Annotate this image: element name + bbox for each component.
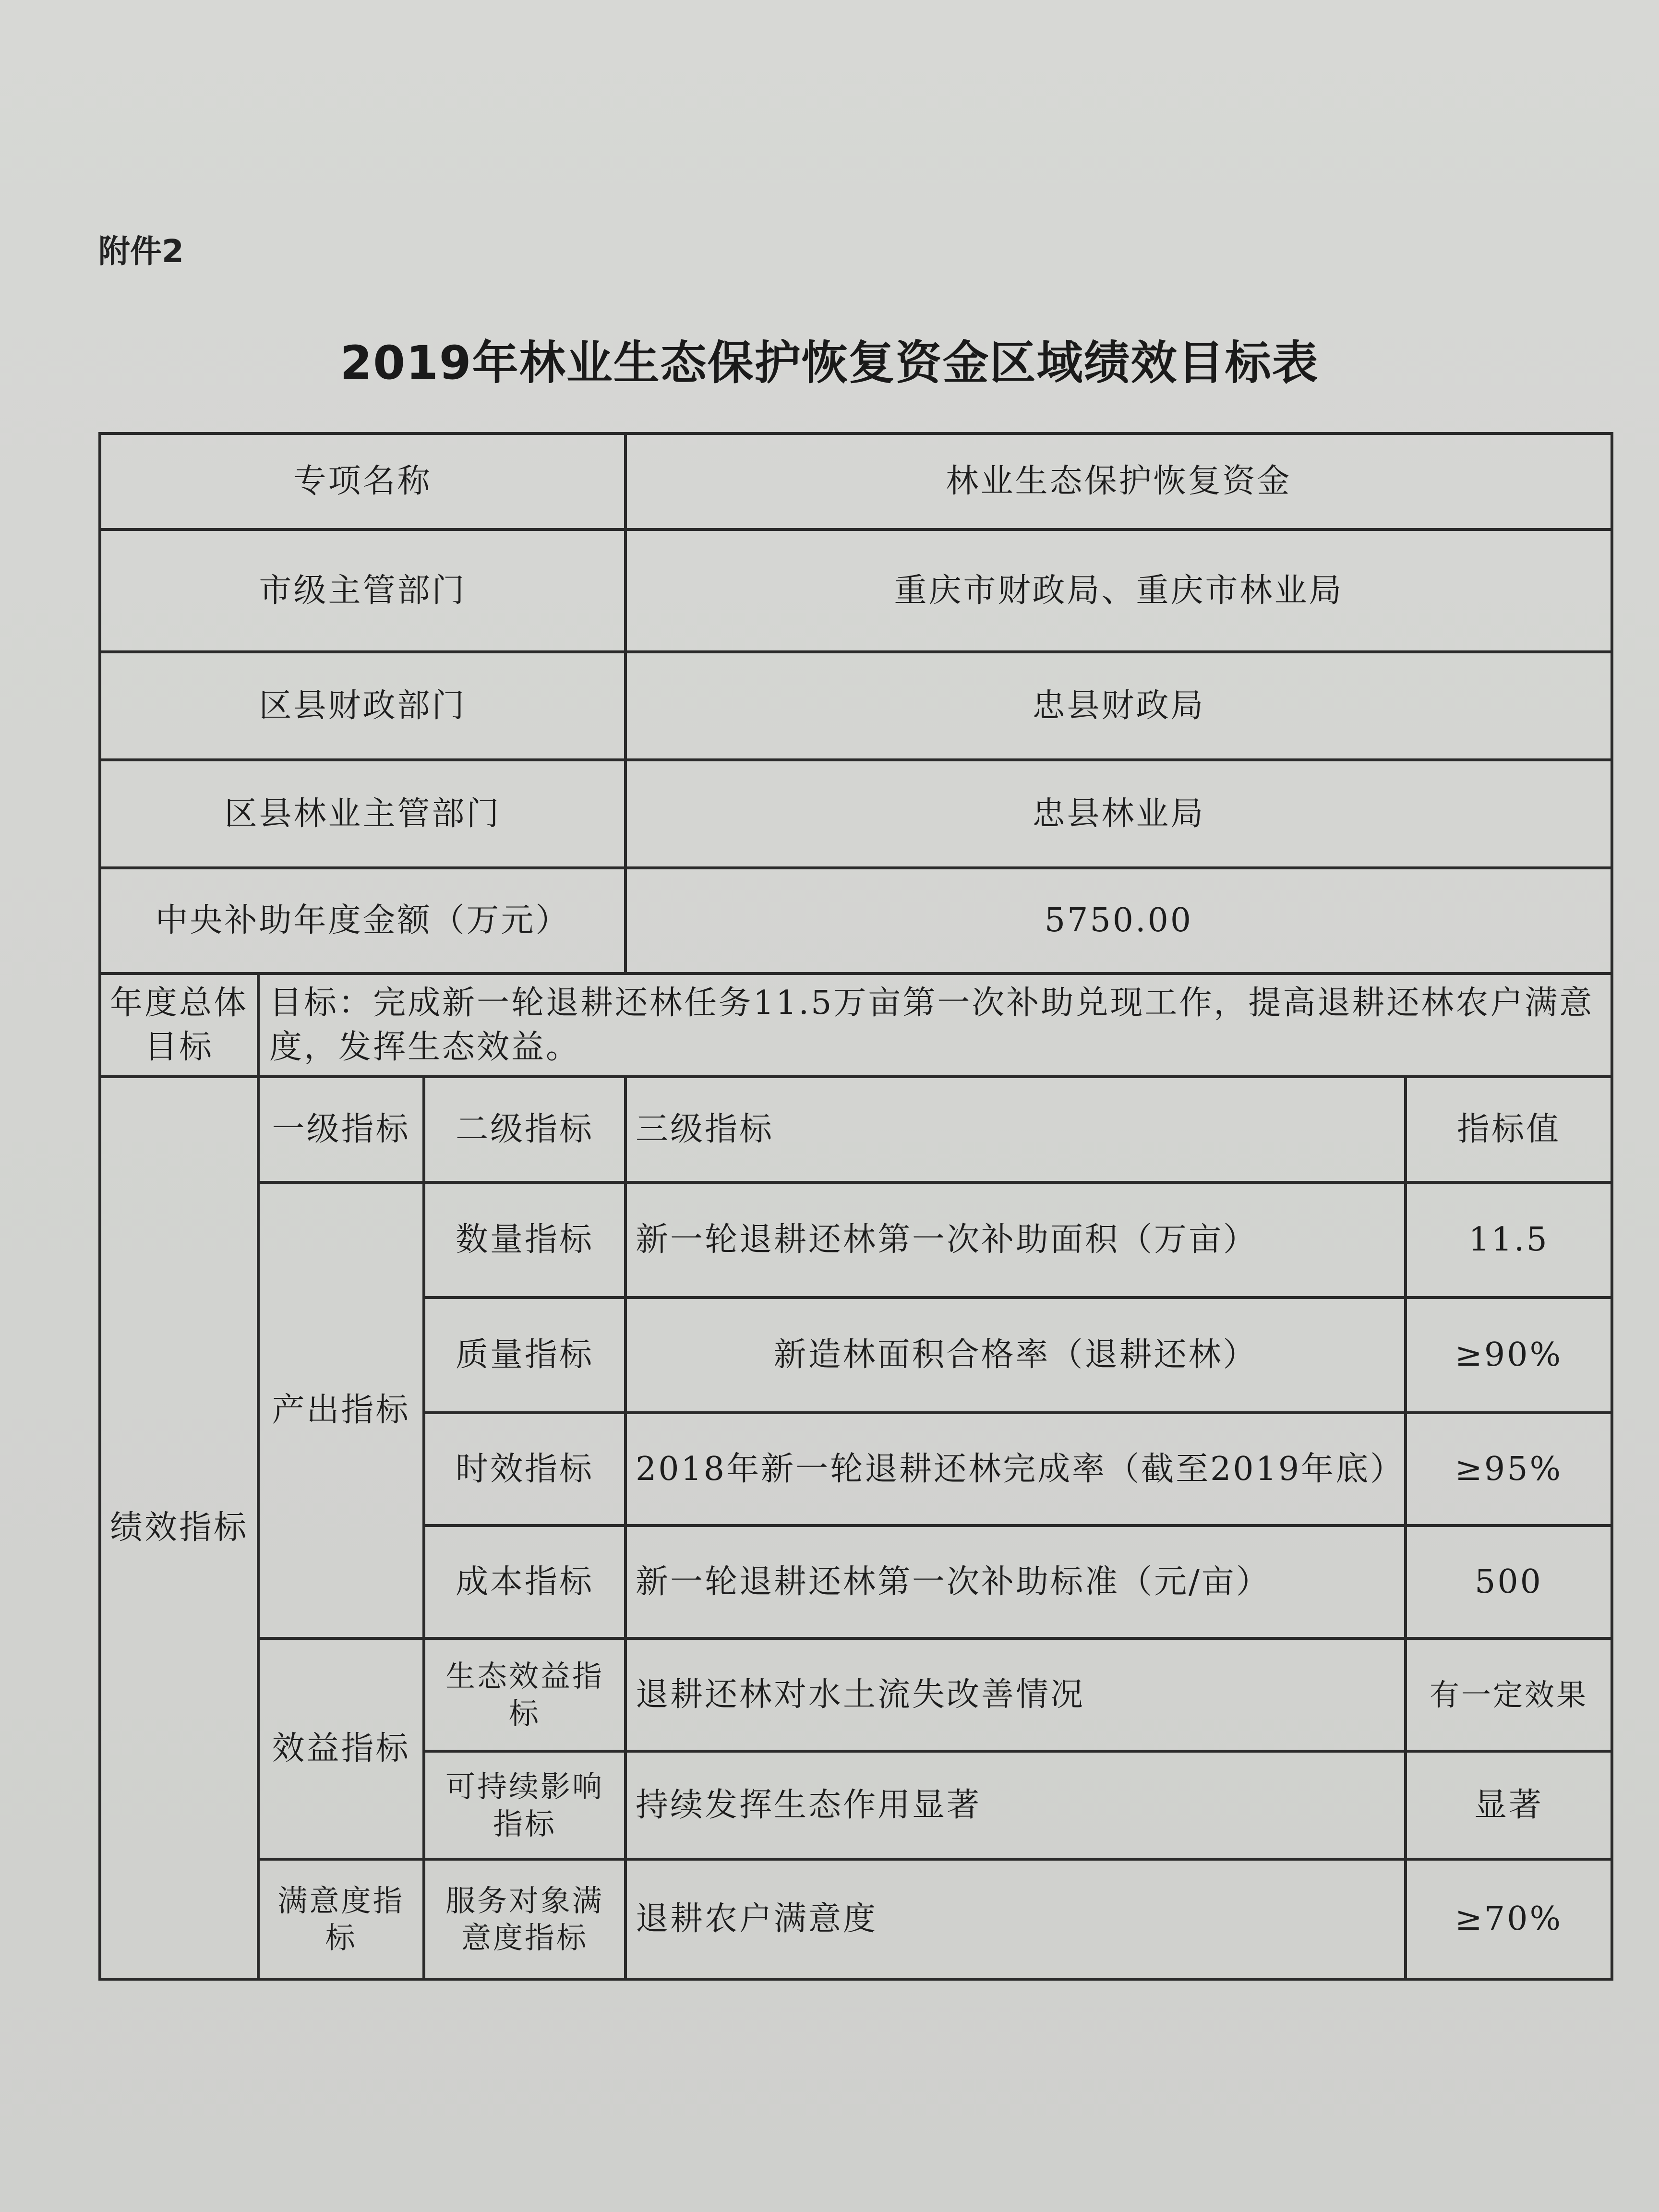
performance-target-table [98,432,1613,1981]
info-row [100,529,1612,652]
level2-indicator: 成本指标 [424,1526,625,1638]
indicator-value: 显著 [1406,1751,1612,1859]
level1-indicator: 效益指标 [258,1638,424,1859]
level3-indicator: 持续发挥生态作用显著 [625,1751,1406,1859]
indicator-row [100,1638,1612,1751]
info-row [100,760,1612,868]
info-row [100,433,1612,529]
header-level3: 三级指标 [625,1077,1406,1182]
annual-goal-row [100,974,1612,1077]
level3-indicator: 退耕还林对水土流失改善情况 [625,1638,1406,1751]
indicator-value: ≥90% [1406,1298,1612,1413]
indicator-row [100,1182,1612,1298]
info-label: 中央补助年度金额（万元） [100,868,625,974]
level2-indicator: 数量指标 [424,1182,625,1298]
info-row [100,868,1612,974]
indicator-value: ≥95% [1406,1413,1612,1526]
level2-indicator: 质量指标 [424,1298,625,1413]
level3-indicator: 新造林面积合格率（退耕还林） [625,1298,1406,1413]
info-label: 区县林业主管部门 [100,760,625,868]
level2-indicator: 时效指标 [424,1413,625,1526]
level2-indicator: 服务对象满意度指标 [424,1859,625,1979]
indicator-row [100,1859,1612,1979]
header-value: 指标值 [1406,1077,1612,1182]
info-label: 市级主管部门 [100,529,625,652]
annual-goal-label: 年度总体目标 [100,974,258,1077]
level2-indicator: 生态效益指标 [424,1638,625,1751]
info-value: 重庆市财政局、重庆市林业局 [625,529,1612,652]
indicator-value: 11.5 [1406,1182,1612,1298]
info-value: 5750.00 [625,868,1612,974]
info-value: 林业生态保护恢复资金 [625,433,1612,529]
info-value: 忠县林业局 [625,760,1612,868]
info-label: 专项名称 [100,433,625,529]
performance-indicator-label: 绩效指标 [100,1077,258,1979]
level3-indicator: 2018年新一轮退耕还林完成率（截至2019年底） [625,1413,1406,1526]
level2-indicator: 可持续影响指标 [424,1751,625,1859]
indicator-value: 500 [1406,1526,1612,1638]
info-value: 忠县财政局 [625,652,1612,760]
level3-indicator: 新一轮退耕还林第一次补助标准（元/亩） [625,1526,1406,1638]
header-level1: 一级指标 [258,1077,424,1182]
document-title: 2019年林业生态保护恢复资金区域绩效目标表 [340,336,1319,390]
indicator-header-row [100,1077,1612,1182]
level3-indicator: 新一轮退耕还林第一次补助面积（万亩） [625,1182,1406,1298]
level1-indicator: 产出指标 [258,1182,424,1638]
level3-indicator: 退耕农户满意度 [625,1859,1406,1979]
indicator-value: ≥70% [1406,1859,1612,1979]
info-label: 区县财政部门 [100,652,625,760]
attachment-label: 附件2 [98,233,184,270]
annual-goal-text: 目标：完成新一轮退耕还林任务11.5万亩第一次补助兑现工作，提高退耕还林农户满意度，发挥生态效益。 [258,974,1612,1077]
header-level2: 二级指标 [424,1077,625,1182]
indicator-value: 有一定效果 [1406,1638,1612,1751]
level1-indicator: 满意度指标 [258,1859,424,1979]
info-row [100,652,1612,760]
